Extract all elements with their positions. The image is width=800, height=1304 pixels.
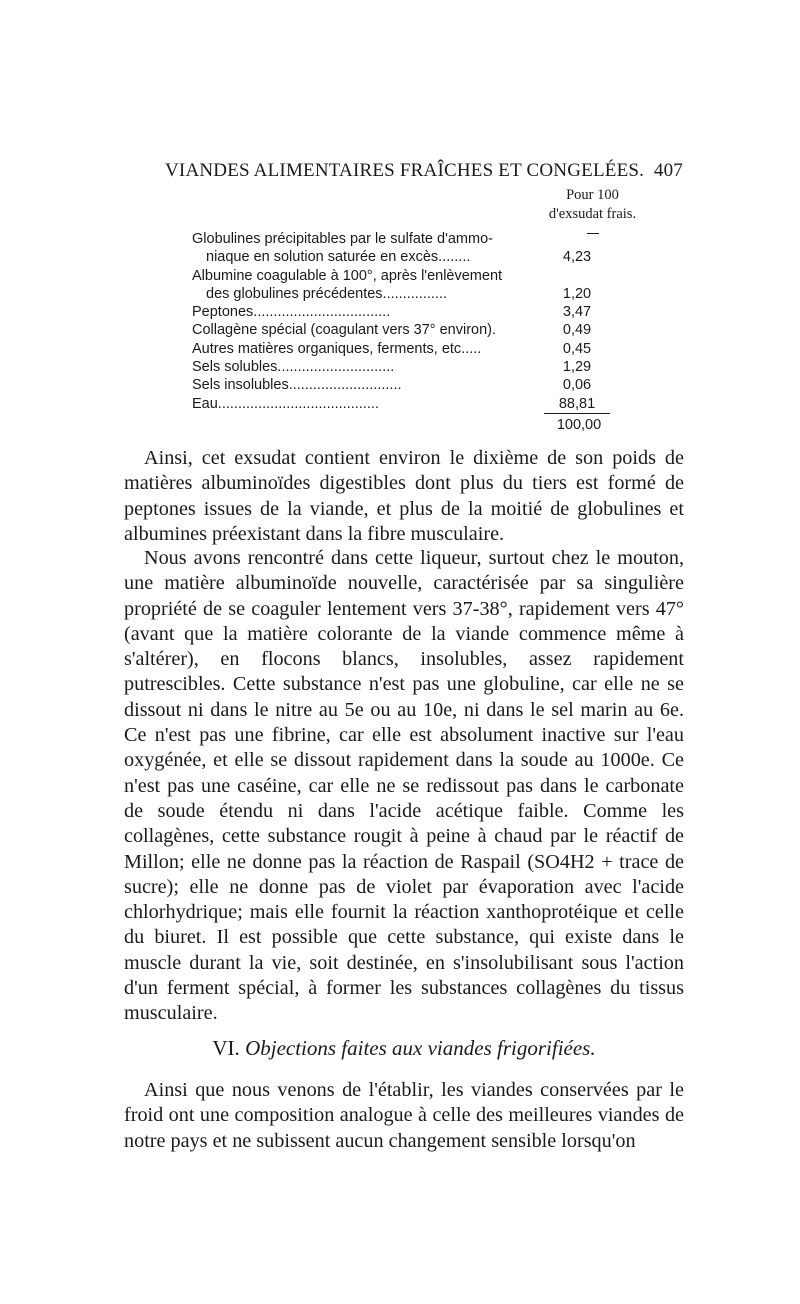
row-value: 88,81	[544, 395, 610, 414]
page-number: 407	[653, 160, 683, 181]
paragraph-2	[124, 546, 684, 1027]
row-label: Sels solubles.............................	[192, 359, 395, 376]
row-label: Sels insolubles............................	[192, 377, 402, 394]
table-row	[192, 285, 610, 303]
row-value: 1,29	[562, 359, 592, 376]
table-row	[192, 395, 610, 414]
table-row	[192, 376, 610, 394]
running-header	[160, 160, 683, 184]
paragraph-2-text: Nous avons rencontré dans cette liqueur, surtout chez le mouton, une matière albuminoïde nouvelle, caractérisée par sa singulière propriété de se coaguler lentement vers 37-38°, rapidement vers 47° (avant que la matière colorante de la viande commence même à s'altérer), en flocons blancs, insolubles, assez rapidement putrescibles. Cette substance n'est pas une globuline, car elle ne se dissout ni dans le nitre au 5e ou au 10e, ni dans le sel marin au 6e. Ce n'est pas une fibrine, car elle est absolument inactive sur l'eau oxygénée, et elle se dissout rapidement dans la soude au 1000e. Ce n'est pas une caséine, car elle ne se redissout pas dans le carbonate de soude étendu ni dans l'acide acétique faible. Comme les collagènes, cette substance rougit à peine à chaud par le réactif de Millon; elle ne donne pas la réaction de Raspail (SO4H2 + trace de sucre); elle ne donne pas de violet par évaporation avec l'acide chlorhydrique; mais elle fournit la réaction xanthoprotéique et celle du biuret. Il est possible que cette substance, qui existe dans le muscle durant la vie, soit destinée, en s'insolubilisant sous l'action d'un ferment spécial, à former les substances collagènes du tissus musculaire.	[124, 547, 684, 1025]
section-heading	[124, 1036, 684, 1061]
section-number: VI.	[212, 1036, 240, 1060]
row-label: Peptones..................................	[192, 304, 391, 321]
row-value: 0,06	[562, 377, 592, 394]
composition-table	[192, 230, 610, 414]
row-label: Globulines précipitables par le sulfate d'ammo-	[192, 231, 493, 247]
column-heading	[525, 186, 660, 234]
paragraph-1-text: Ainsi, cet exsudat contient environ le dixième de son poids de matières albuminoïdes digestibles dont plus du tiers est formé de peptones issues de la viande, et plus de la moitié de globulines et albumines préexistant dans la fibre musculaire.	[124, 447, 684, 545]
row-label: Albumine coagulable à 100°, après l'enlèvement	[192, 267, 503, 284]
row-label: Collagène spécial (coagulant vers 37° environ).	[192, 322, 497, 339]
table-row	[192, 267, 610, 285]
row-label: Eau........................................	[192, 396, 379, 413]
row-value: 4,23	[562, 249, 592, 266]
row-value	[544, 230, 610, 248]
row-value: 1,20	[562, 285, 592, 302]
column-heading-line1: Pour 100	[566, 187, 619, 203]
row-value: 0,49	[562, 322, 592, 339]
row-value: 0,45	[562, 340, 592, 357]
paragraph-1	[124, 446, 684, 547]
table-row	[192, 248, 610, 266]
row-value	[544, 267, 610, 285]
table-row	[192, 340, 610, 358]
row-label-text: niaque en solution saturée en excès........	[206, 249, 471, 266]
table-row	[192, 303, 610, 321]
table-total: 100,00	[556, 417, 602, 433]
table-row	[192, 358, 610, 376]
column-heading-line2: d'exsudat frais.	[548, 206, 637, 222]
row-value: 3,47	[562, 304, 592, 321]
row-label: Autres matières organiques, ferments, etc.....	[192, 340, 482, 357]
table-row	[192, 321, 610, 339]
row-label-text: des globulines précédentes................	[206, 285, 447, 302]
section-title: Objections faites aux viandes frigorifiées.	[245, 1036, 596, 1060]
table-row	[192, 230, 610, 248]
row-label	[192, 248, 544, 266]
paragraph-3	[124, 1078, 684, 1154]
running-title: VIANDES ALIMENTAIRES FRAÎCHES ET CONGELÉES.	[165, 160, 645, 181]
row-label	[192, 285, 544, 303]
paragraph-3-text: Ainsi que nous venons de l'établir, les viandes conservées par le froid ont une composition analogue à celle des meilleures viandes de notre pays et ne subissent aucun changement sensible lorsqu'on	[124, 1079, 684, 1152]
